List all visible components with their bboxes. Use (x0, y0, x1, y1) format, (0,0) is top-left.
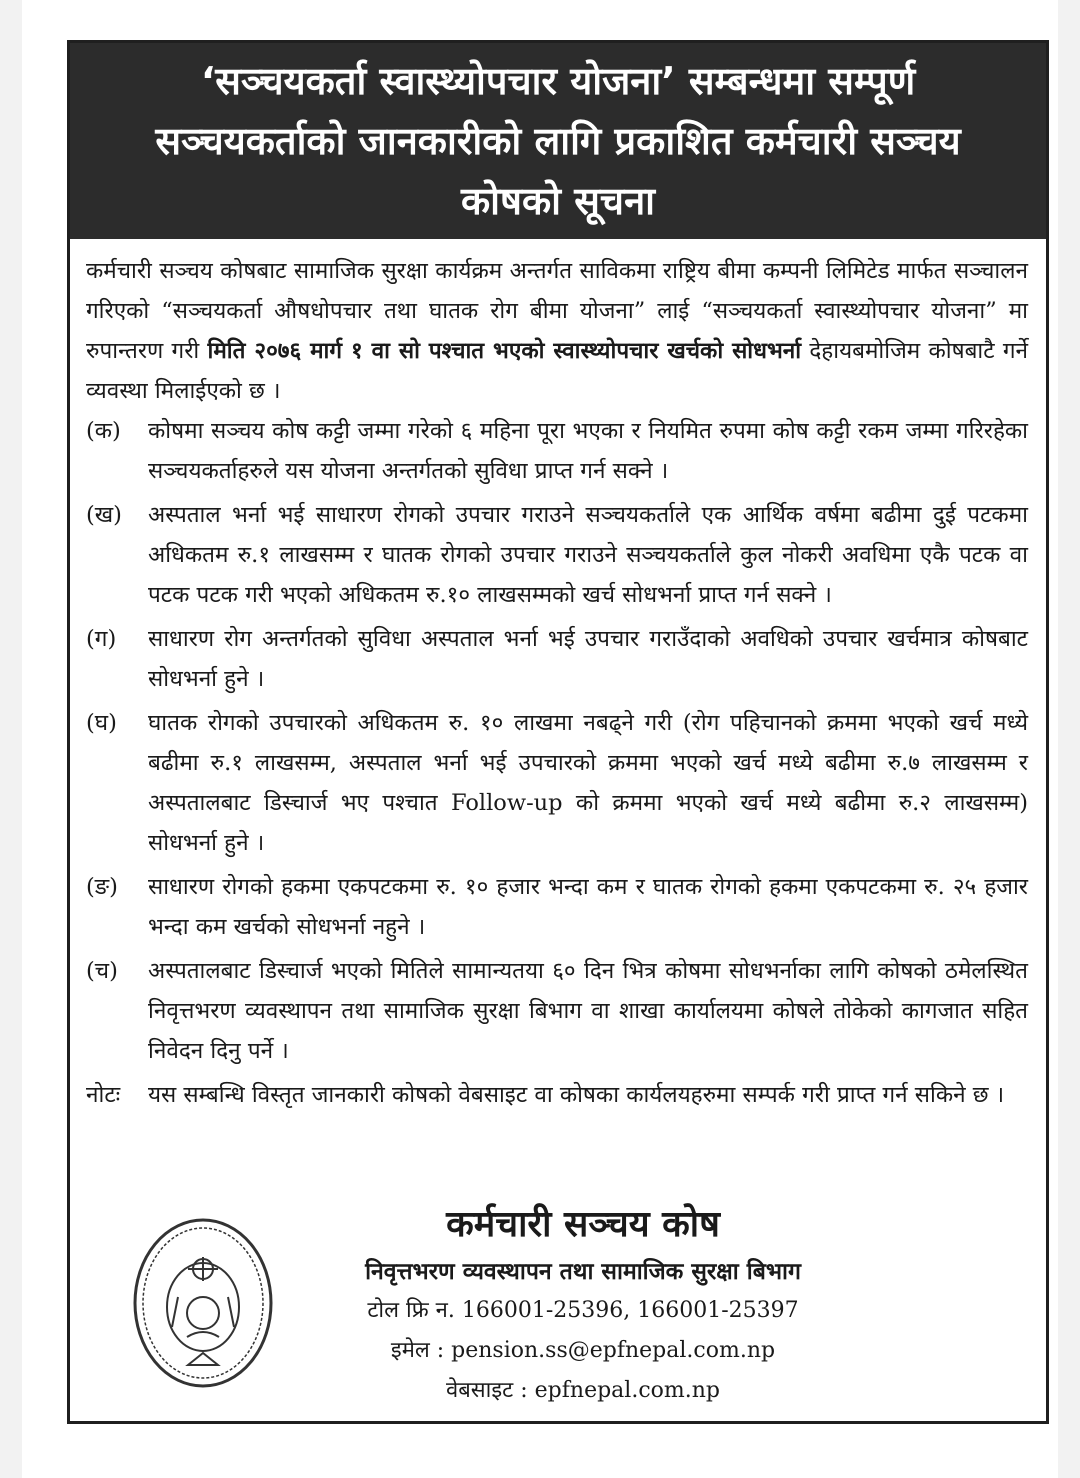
note-item (86, 1075, 1028, 1115)
department-name: निवृत्तभरण व्यवस्थापन तथा सामाजिक सुरक्षा बिभाग (365, 1258, 801, 1285)
intro-text-start: कर्मचारी सञ्चय कोषबाट सामाजिक सुरक्षा कार्यक्रम अन्तर्गत साविकमा राष्ट्रिय बीमा कम्पनी लिमिटेड मार्फत सञ्चालन गरिएको “सञ्चयकर्ता औषधोपचार तथा घातक रोग बीमा योजना” लाई “सञ्चयकर्ता स्वास्थ्योपचार योजना” मा रुपान्तरण गरी (86, 258, 1028, 364)
item-text: साधारण रोगको हकमा एकपटकमा रु. १० हजार भन्दा कम र घातक रोगको हकमा एकपटकमा रु. २५ हजार भन्दा कम खर्चको सोधभर्ना नहुने । (148, 874, 1028, 940)
item-text: अस्पतालबाट डिस्चार्ज भएको मितिले सामान्यतया ६० दिन भित्र कोषमा सोधभर्नाका लागि कोषको ठमेलस्थित निवृत्तभरण व्यवस्थापन तथा सामाजिक सुरक्षा बिभाग वा शाखा कार्यालयमा कोषले तोकेको कागजात सहित निवेदन दिनु पर्ने । (148, 958, 1028, 1064)
website-address: वेबसाइट : epfnepal.com.np (446, 1378, 720, 1403)
item-key: (च) (86, 958, 118, 984)
notice-title: ‘सञ्चयकर्ता स्वास्थ्योपचार योजना’ सम्बन्धमा सम्पूर्ण सञ्चयकर्ताको जानकारीको लागि प्रकाशित कर्मचारी सञ्चय कोषको सूचना (155, 59, 961, 223)
notice-box (67, 40, 1049, 1424)
item-text: अस्पताल भर्ना भई साधारण रोगको उपचार गराउने सञ्चयकर्ताले एक आर्थिक वर्षमा बढीमा दुई पटकमा अधिकतम रु.१ लाखसम्म र घातक रोगको उपचार गराउने सञ्चयकर्ताले कुल नोकरी अवधिमा एकै पटक वा पटक पटक गरी भएको अधिकतम रु.१० लाखसम्मको खर्च सोधभर्ना प्राप्त गर्न सक्ने । (148, 502, 1028, 608)
list-item (86, 411, 1028, 491)
list-item (86, 619, 1028, 699)
intro-text-bold: मिति २०७६ मार्ग १ वा सो पश्चात भएको स्वास्थ्योपचार खर्चको सोधभर्ना (207, 338, 802, 364)
note-text: यस सम्बन्धि विस्तृत जानकारी कोषको वेबसाइट वा कोषका कार्यलयहरुमा सम्पर्क गरी प्राप्त गर्न सकिने छ । (148, 1082, 1005, 1108)
tollfree-number: टोल फ्रि न. 166001-25396, 166001-25397 (367, 1298, 799, 1323)
notice-body (70, 239, 1046, 1115)
item-key: (ख) (86, 502, 122, 528)
item-key: (ग) (86, 626, 117, 652)
item-key: (ङ) (86, 874, 118, 900)
notice-header (70, 43, 1046, 239)
intro-paragraph (86, 251, 1028, 411)
note-key: नोटः (86, 1082, 121, 1108)
list-item (86, 951, 1028, 1071)
list-item (86, 495, 1028, 615)
item-key: (घ) (86, 710, 117, 736)
item-text: साधारण रोग अन्तर्गतको सुविधा अस्पताल भर्ना भई उपचार गराउँदाको अवधिको उपचार खर्चमात्र कोषबाट सोधभर्ना हुने । (148, 626, 1028, 692)
page-background (22, 0, 1058, 1478)
intro-text-end: देहायबमोजिम कोषबाटै गर्ने व्यवस्था मिलाईएको छ । (86, 338, 1029, 404)
list-item (86, 867, 1028, 947)
item-text: घातक रोगको उपचारको अधिकतम रु. १० लाखमा नबढ्ने गरी (रोग पहिचानको क्रममा भएको खर्च मध्ये बढीमा रु.१ लाखसम्म, अस्पताल भर्ना भई उपचारको क्रममा भएको खर्च मध्ये बढीमा रु.७ लाखसम्म र अस्पतालबाट डिस्चार्ज भए पश्चात Follow-up को क्रममा भएको खर्च मध्ये बढीमा रु.२ लाखसम्म) सोधभर्ना हुने । (148, 710, 1028, 856)
email-address: इमेल : pension.ss@epfnepal.com.np (390, 1338, 776, 1363)
item-key: (क) (86, 418, 121, 444)
organization-details (300, 1197, 866, 1411)
list-item (86, 703, 1028, 863)
official-seal-icon (132, 1217, 274, 1389)
signature-block (70, 1197, 1046, 1421)
organization-name: कर्मचारी सञ्चय कोष (446, 1204, 720, 1245)
item-text: कोषमा सञ्चय कोष कट्टी जम्मा गरेको ६ महिना पूरा भएका र नियमित रुपमा कोष कट्टी रकम जम्मा गरिरहेका सञ्चयकर्ताहरुले यस योजना अन्तर्गतको सुविधा प्राप्त गर्न सक्ने । (148, 418, 1028, 484)
